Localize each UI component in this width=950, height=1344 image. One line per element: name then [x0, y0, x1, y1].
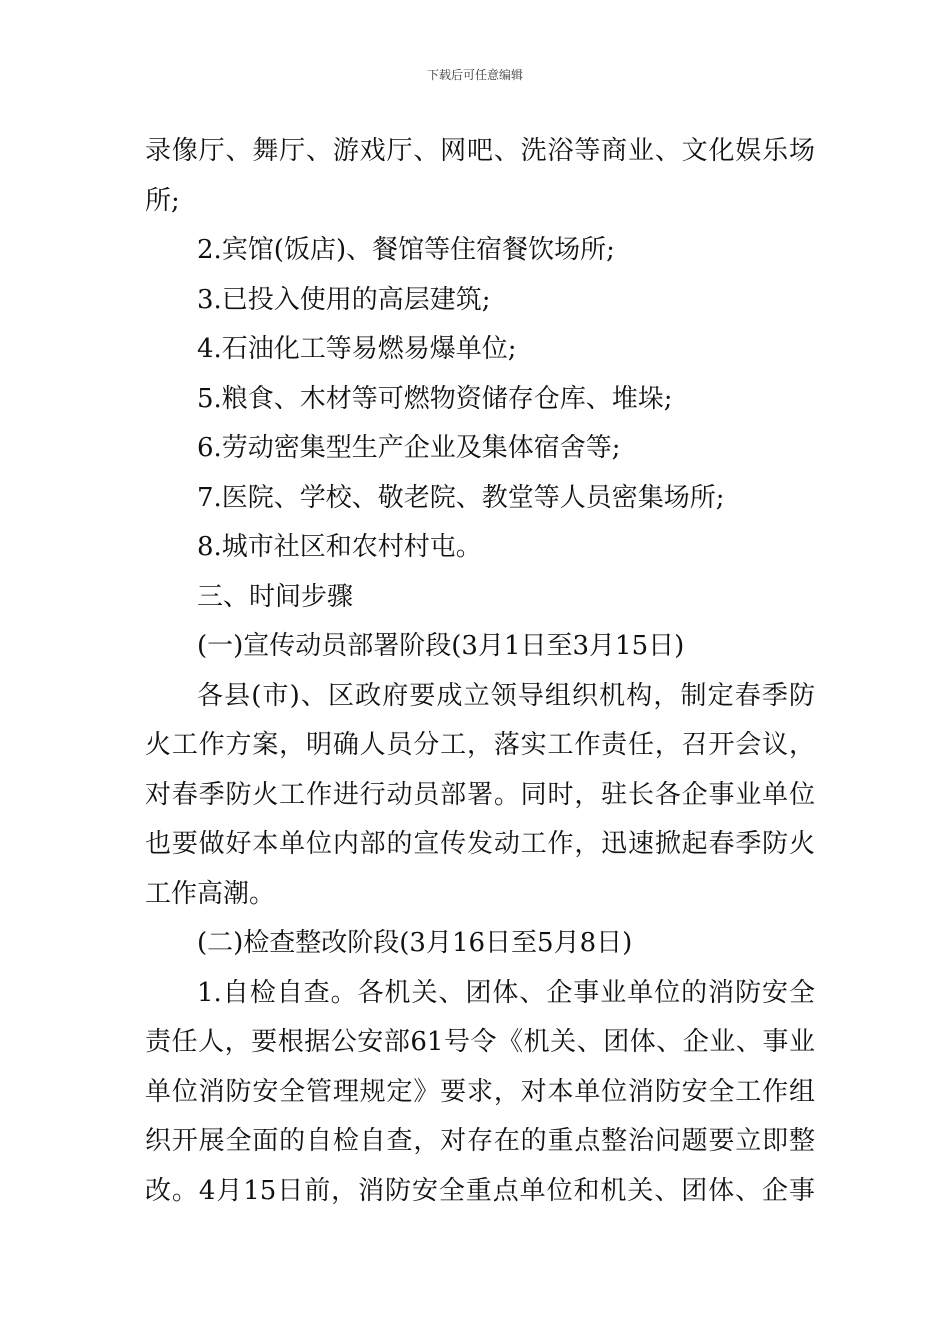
text-line: 责任人，要根据公安部61号令《机关、团体、企业、事业 — [145, 1027, 815, 1057]
text-line: 4.石油化工等易燃易爆单位; — [197, 334, 517, 364]
text-line: (二)检查整改阶段(3月16日至5月8日) — [197, 928, 633, 958]
page-header-note: 下载后可任意编辑 — [426, 68, 523, 82]
document-body — [145, 127, 815, 1216]
text-line: 改。4月15日前，消防安全重点单位和机关、团体、企事 — [145, 1175, 815, 1206]
text-line: 织开展全面的自检自查，对存在的重点整治问题要立即整 — [145, 1126, 815, 1156]
text-line: 工作高潮。 — [145, 878, 276, 909]
text-line: 所; — [145, 185, 180, 216]
text-line: 录像厅、舞厅、游戏厅、网吧、洗浴等商业、文化娱乐场 — [145, 136, 815, 166]
text-line: 8.城市社区和农村村屯。 — [197, 532, 482, 562]
text-line: 单位消防安全管理规定》要求，对本单位消防安全工作组 — [145, 1076, 815, 1107]
text-line: 三、时间步骤 — [197, 581, 354, 612]
text-line: 5.粮食、木材等可燃物资储存仓库、堆垛; — [197, 383, 673, 414]
text-line: (一)宣传动员部署阶段(3月1日至3月15日) — [197, 631, 685, 661]
text-line: 1.自检自查。各机关、团体、企事业单位的消防安全 — [197, 977, 815, 1008]
text-line: 火工作方案，明确人员分工，落实工作责任，召开会议， — [145, 730, 815, 760]
text-line: 7.医院、学校、敬老院、教堂等人员密集场所; — [197, 482, 725, 513]
text-line: 3.已投入使用的高层建筑; — [197, 284, 491, 315]
text-line: 6.劳动密集型生产企业及集体宿舍等; — [197, 433, 621, 463]
text-line: 对春季防火工作进行动员部署。同时，驻长各企事业单位 — [145, 779, 815, 810]
text-line: 也要做好本单位内部的宣传发动工作，迅速掀起春季防火 — [145, 829, 815, 859]
text-line: 各县(市)、区政府要成立领导组织机构，制定春季防 — [197, 680, 815, 711]
text-line: 2.宾馆(饭店)、餐馆等住宿餐饮场所; — [197, 235, 615, 265]
